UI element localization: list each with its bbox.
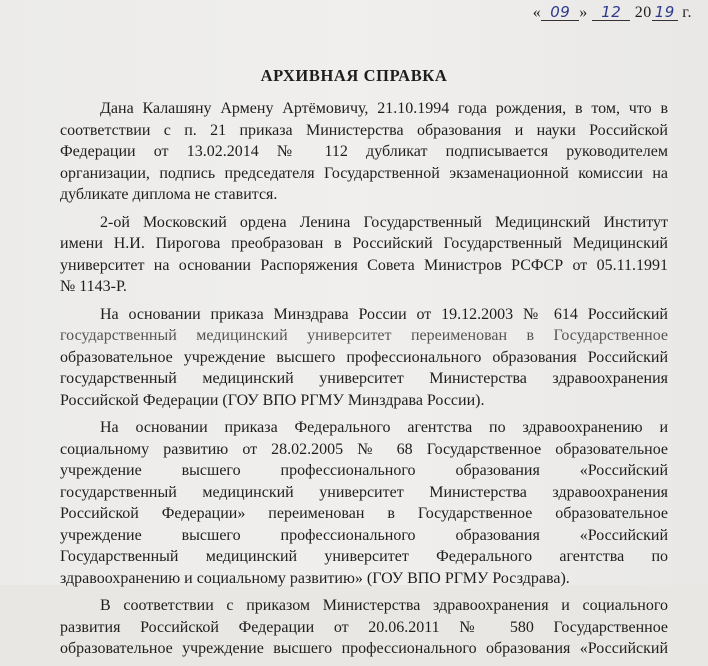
text-line: Дана Калашяну Армену Артёмовичу, 21.10.1994 года рождения, в том, что в bbox=[100, 100, 668, 117]
paragraph-3 bbox=[60, 304, 668, 412]
date-open-quote: « bbox=[532, 4, 542, 21]
text-line: Российской Федерации (ГОУ ВПО РГМУ Минздрава России). bbox=[60, 391, 485, 409]
text-line: образовательное учреждение высшего профессионального образования Российский bbox=[60, 348, 668, 366]
text-line: Российской Федерации» переименован в Государственное образовательное bbox=[60, 505, 668, 522]
text-line: образовательное учреждение высшего профессионального образования «Российский bbox=[60, 640, 668, 657]
date-month: 12 bbox=[592, 4, 630, 21]
text-line: государственный медицинский университет Министерства здравоохранения bbox=[60, 370, 668, 387]
paragraph-1 bbox=[60, 98, 668, 206]
date-day: 09 bbox=[541, 4, 579, 21]
text-line: дубликате диплома не ставится. bbox=[60, 186, 278, 203]
date-year-suffix: 19 bbox=[652, 4, 678, 21]
date-year-mark: г. bbox=[682, 4, 692, 21]
date-close-quote: » bbox=[579, 4, 588, 21]
text-line: учреждение высшего профессионального образования «Российский bbox=[60, 526, 668, 544]
text-line: государственный медицинский университет переименован в Государственное bbox=[60, 327, 668, 344]
text-line: № 1143-Р. bbox=[60, 278, 127, 295]
text-line: В соответствии с приказом Министерства здравоохранения и социального bbox=[100, 597, 668, 614]
paragraph-5 bbox=[60, 595, 668, 660]
paragraph-2 bbox=[60, 212, 668, 298]
text-line: Федерации от 13.02.2014 № 112 дубликат подписывается руководителем bbox=[60, 143, 668, 160]
text-line: учреждение высшего профессионального образования «Российский bbox=[60, 462, 668, 479]
text-line: На основании приказа Минздрава России от 19.12.2003 № 614 Российский bbox=[100, 305, 668, 323]
text-line: соответствии с п. 21 приказа Министерства образования и науки Российской bbox=[60, 121, 668, 139]
text-line: университет на основании Распоряжения Совета Министров РСФСР от 05.11.1991 bbox=[60, 256, 668, 274]
date-year-prefix: 20 bbox=[634, 4, 652, 21]
document-body bbox=[60, 98, 668, 666]
text-line: государственный медицинский университет Министерства здравоохранения bbox=[60, 483, 668, 501]
text-line: 2-ой Московский ордена Ленина Государственный Медицинский Институт bbox=[100, 213, 668, 231]
text-line: имени Н.И. Пирогова преобразован в Российский Государственный Медицинский bbox=[60, 235, 668, 252]
paragraph-4 bbox=[60, 417, 668, 589]
text-line: развития Российской Федерации от 20.06.2011 № 580 Государственное bbox=[60, 618, 668, 636]
text-line: Государственный медицинский университет Федерального агентства по bbox=[60, 548, 668, 565]
text-line: здравоохранению и социальному развитию» (ГОУ ВПО РГМУ Росздрава). bbox=[60, 569, 570, 587]
text-line: На основании приказа Федерального агентства по здравоохранению и bbox=[100, 419, 668, 436]
document-title: АРХИВНАЯ СПРАВКА bbox=[260, 66, 448, 85]
document-date bbox=[533, 4, 692, 22]
text-line: социальному развитию от 28.02.2005 № 68 Государственное образовательное bbox=[60, 440, 668, 458]
text-line: организации, подпись председателя Государственной экзаменационной комиссии на bbox=[60, 164, 668, 182]
